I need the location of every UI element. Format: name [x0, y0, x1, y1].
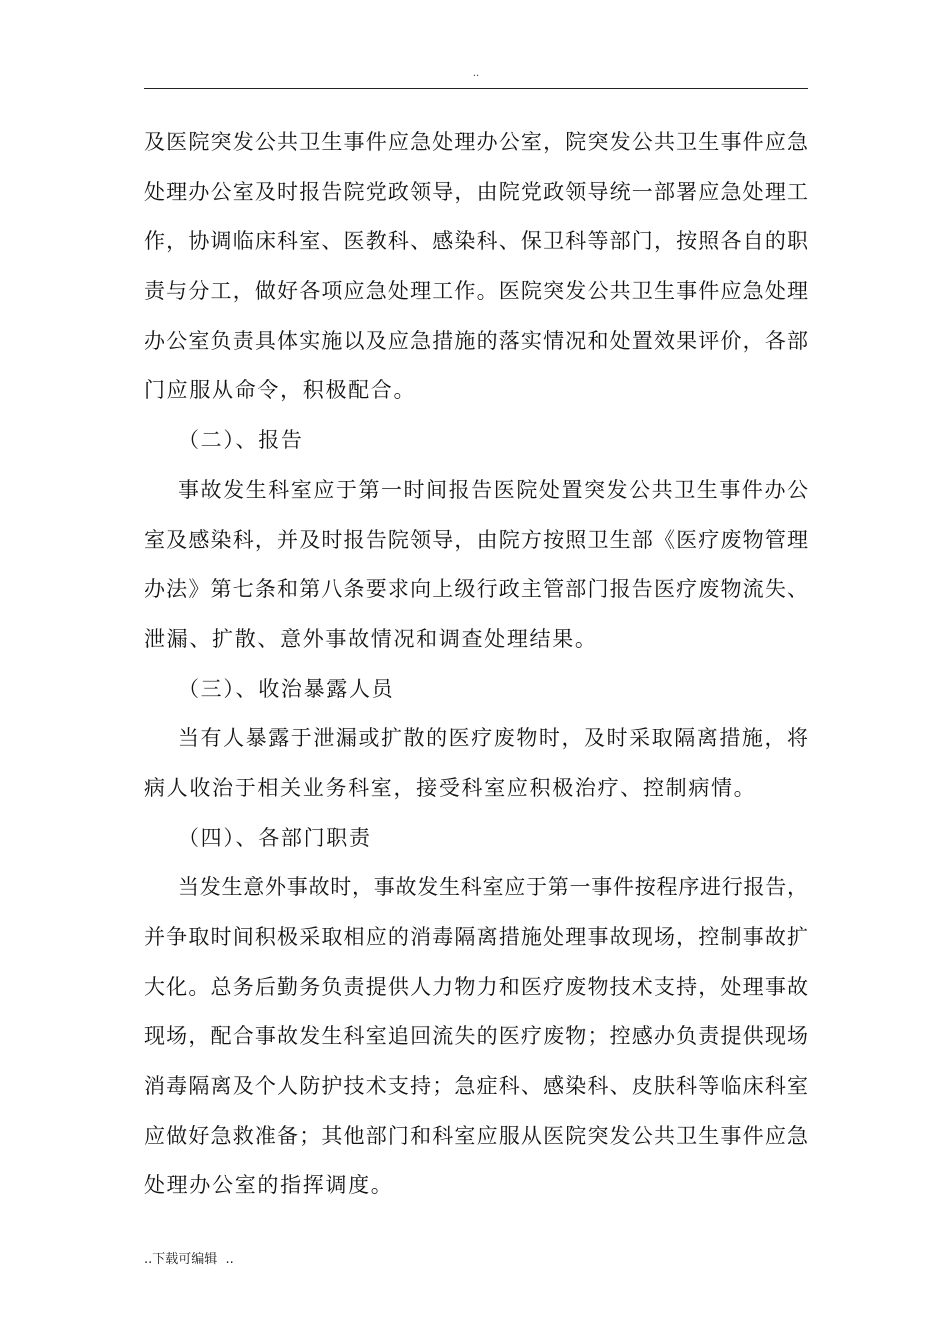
text-line: 当有人暴露于泄漏或扩散的医疗废物时，及时采取隔离措施，将 [178, 726, 808, 751]
text-line: 大化。总务后勤务负责提供人力物力和医疗废物技术支持，处理事故 [144, 974, 808, 999]
text-line: 室及感染科，并及时报告院领导，由院方按照卫生部《医疗废物管理 [144, 527, 808, 552]
text-line: 及医院突发公共卫生事件应急处理办公室，院突发公共卫生事件应急 [144, 130, 808, 154]
document-body [144, 118, 808, 1211]
text-line: 现场，配合事故发生科室追回流失的医疗废物；控感办负责提供现场 [144, 1024, 808, 1049]
header-rule [144, 88, 808, 89]
text-line: 当发生意外事故时，事故发生科室应于第一事件按程序进行报告， [178, 875, 808, 900]
section-heading: （二）、报告 [178, 428, 304, 453]
text-line: 门应服从命令，积极配合。 [144, 378, 417, 403]
text-line: 处理办公室的指挥调度。 [144, 1173, 394, 1198]
header-mark: .. [472, 68, 480, 79]
text-line: 并争取时间积极采取相应的消毒隔离措施处理事故现场，控制事故扩 [144, 925, 808, 949]
text-line: 泄漏、扩散、意外事故情况和调查处理结果。 [144, 626, 598, 651]
text-line: 作，协调临床科室、医教科、感染科、保卫科等部门，按照各自的职 [144, 229, 808, 254]
text-line: 消毒隔离及个人防护技术支持；急症科、感染科、皮肤科等临床科室 [144, 1074, 808, 1099]
text-line: 病人收治于相关业务科室，接受科室应积极治疗、控制病情。 [144, 775, 757, 800]
section-heading: （四）、各部门职责 [178, 825, 372, 850]
text-line: 应做好急救准备；其他部门和科室应服从医院突发公共卫生事件应急 [144, 1123, 808, 1148]
text-line: 处理办公室及时报告院党政领导，由院党政领导统一部署应急处理工 [144, 179, 808, 204]
text-line: 办公室负责具体实施以及应急措施的落实情况和处置效果评价，各部 [144, 328, 808, 353]
section-heading: （三）、收治暴露人员 [178, 676, 395, 701]
text-line: 责与分工，做好各项应急处理工作。医院突发公共卫生事件应急处理 [144, 279, 808, 304]
text-line: 事故发生科室应于第一时间报告医院处置突发公共卫生事件办公 [178, 477, 808, 502]
text-line: 办法》第七条和第八条要求向上级行政主管部门报告医疗废物流失、 [144, 577, 808, 602]
page-footer: ..下载可编辑 .. [144, 1252, 234, 1267]
page-header [144, 68, 808, 90]
